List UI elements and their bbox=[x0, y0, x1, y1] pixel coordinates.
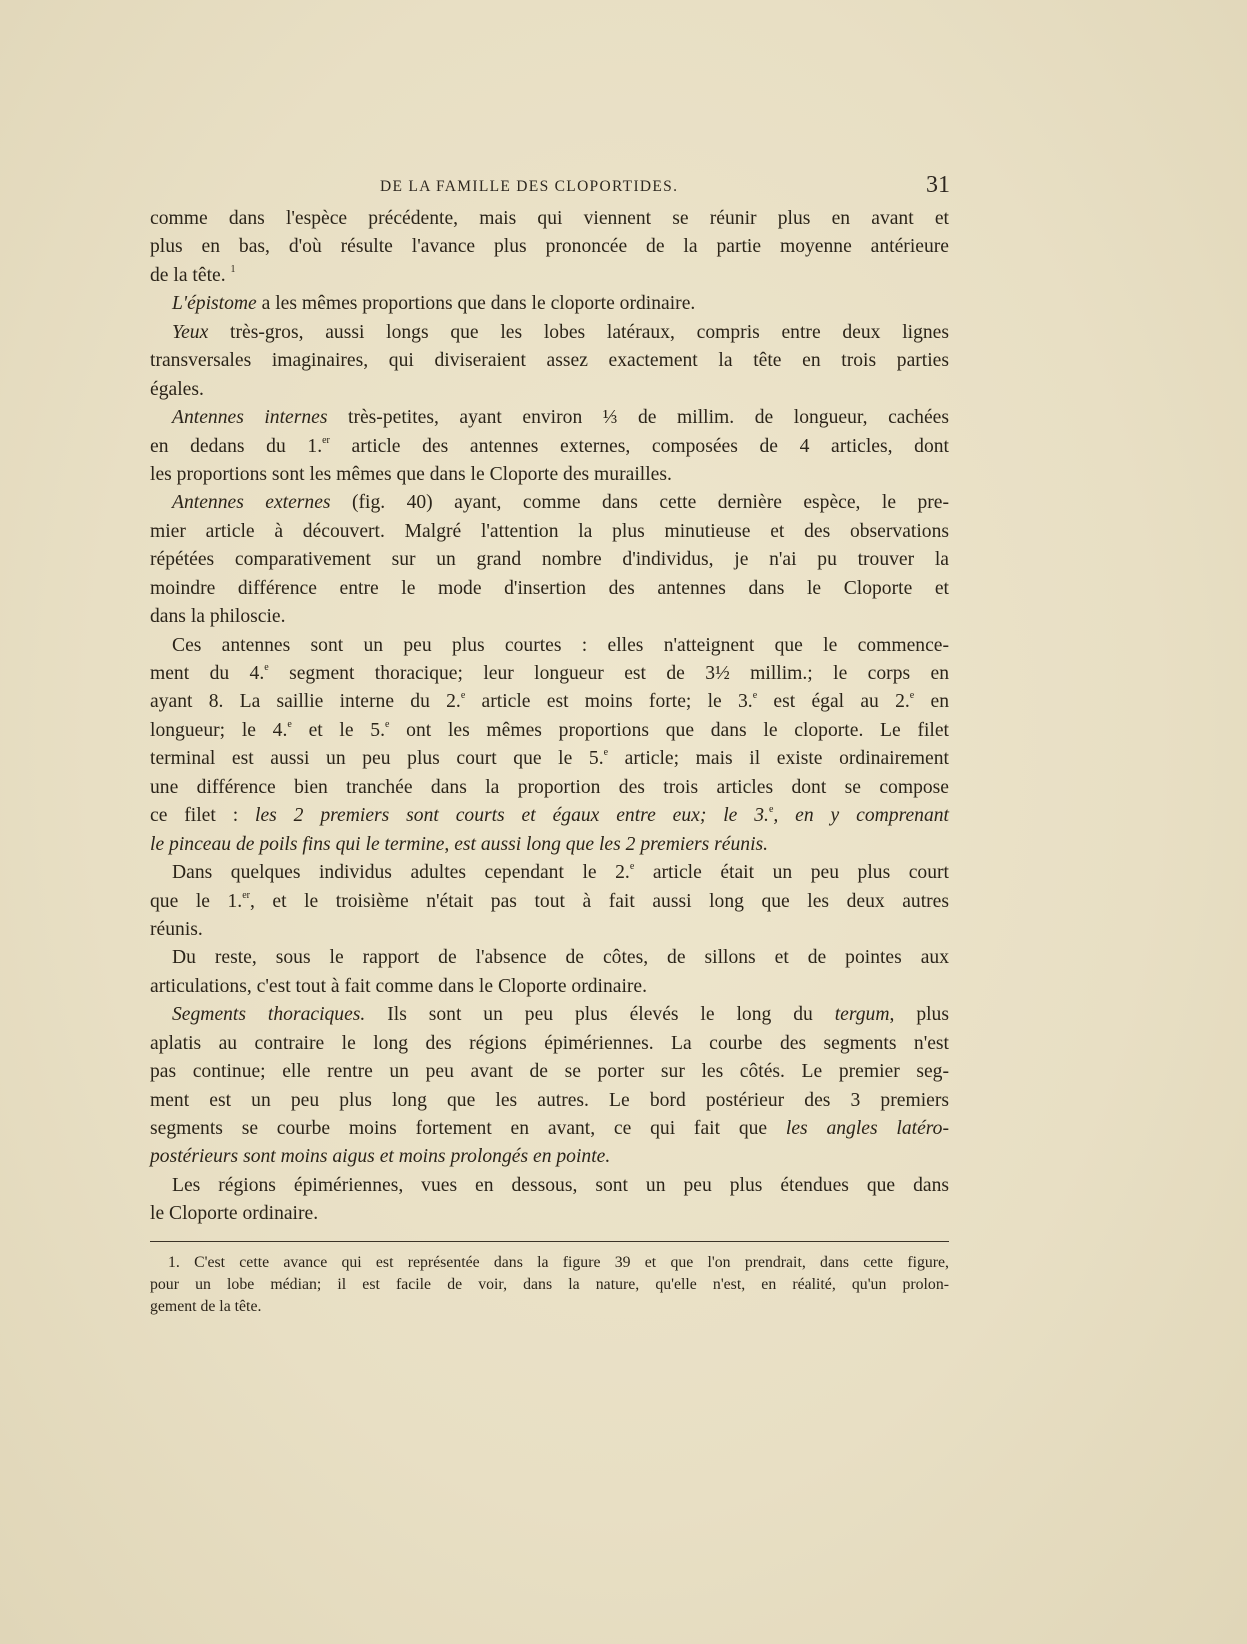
page-number: 31 bbox=[926, 172, 950, 198]
text-line: Du reste, sous le rapport de l'absence de côtes, de sillons et de pointes aux bbox=[172, 947, 949, 969]
text-line: Antennes internes très-petites, ayant environ ⅓ de millim. de longueur, cachées bbox=[172, 407, 949, 429]
footnote-rule bbox=[150, 1241, 949, 1242]
text-line: comme dans l'espèce précédente, mais qui viennent se réunir plus en avant et bbox=[150, 208, 949, 229]
text-line: aplatis au contraire le long des régions épimériennes. La courbe des segments n'est bbox=[150, 1032, 949, 1054]
text-line: moindre différence entre le mode d'insertion des antennes dans le Cloporte et bbox=[150, 577, 949, 599]
text-line: mier article à découvert. Malgré l'attention la plus minutieuse et des observations bbox=[150, 520, 949, 542]
text-line: Dans quelques individus adultes cependant le 2.$^e$ article était un peu plus court bbox=[172, 861, 949, 884]
body-text bbox=[150, 205, 949, 1229]
text-line: postérieurs sont moins aigus et moins prolongés en pointe. bbox=[150, 1146, 611, 1168]
text-line: Ces antennes sont un peu plus courtes : elles n'atteignent que le commence- bbox=[172, 634, 949, 656]
text-line: égales. bbox=[150, 378, 204, 400]
text-line: dans la philoscie. bbox=[150, 606, 286, 628]
text-line: terminal est aussi un peu plus court que le 5.$^e$ article; mais il existe ordinairement bbox=[150, 747, 949, 770]
text-line: ayant 8. La saillie interne du 2.$^e$ article est moins forte; le 3.$^e$ est égal au 2.$^e$ en bbox=[150, 690, 950, 713]
text-line: de la tête. $^1$ bbox=[150, 263, 236, 286]
text-line: Yeux très-gros, aussi longs que les lobes latéraux, compris entre deux lignes bbox=[172, 321, 949, 343]
text-line: Segments thoraciques. Ils sont un peu plus élevés le long du tergum, plus bbox=[172, 1004, 949, 1026]
text-line: répétées comparativement sur un grand nombre d'individus, je n'ai pu trouver la bbox=[150, 549, 949, 571]
text-line: plus en bas, d'où résulte l'avance plus prononcée de la partie moyenne antérieure bbox=[150, 236, 949, 258]
text-line: pas continue; elle rentre un peu avant de se porter sur les côtés. Le premier seg- bbox=[150, 1061, 949, 1083]
text-line: Antennes externes (fig. 40) ayant, comme dans cette dernière espèce, le pre- bbox=[172, 492, 949, 514]
footnote-ref[interactable]: 1 bbox=[230, 263, 236, 275]
text-line: le Cloporte ordinaire. bbox=[150, 1203, 319, 1225]
text-line: ment du 4.$^e$ segment thoracique; leur longueur est de 3½ millim.; le corps en bbox=[150, 662, 950, 684]
footnote bbox=[150, 1252, 949, 1318]
text-line: que le 1.$^{er}$, et le troisième n'était pas tout à fait aussi long que les deux autres bbox=[150, 889, 949, 912]
text-line: les proportions sont les mêmes que dans le Cloporte des murailles. bbox=[150, 463, 672, 485]
text-line: transversales imaginaires, qui diviseraient assez exactement la tête en trois parties bbox=[150, 350, 949, 372]
footnote-line: 1. C'est cette avance qui est représentée dans la figure 39 et que l'on prendrait, dans cette figure, bbox=[168, 1254, 949, 1271]
text-line: longueur; le 4.$^e$ et le 5.$^e$ ont les mêmes proportions que dans le cloporte. Le filet bbox=[150, 718, 950, 741]
footnote-line: gement de la tête. bbox=[150, 1298, 262, 1315]
text-line: réunis. bbox=[150, 918, 203, 940]
text-line: segments se courbe moins fortement en avant, ce qui fait que les angles latéro- bbox=[150, 1118, 949, 1139]
text-line: L'épistome a les mêmes proportions que dans le cloporte ordinaire. bbox=[172, 293, 696, 315]
text-line: une différence bien tranchée dans la proportion des trois articles dont se compose bbox=[150, 776, 949, 798]
text-line: articulations, c'est tout à fait comme dans le Cloporte ordinaire. bbox=[150, 975, 648, 997]
text-line: en dedans du 1.$^{er}$ article des antennes externes, composées de 4 articles, dont bbox=[150, 434, 949, 457]
running-head: DE LA FAMILLE DES CLOPORTIDES. bbox=[380, 178, 679, 195]
page-header bbox=[150, 172, 950, 202]
text-line: ment est un peu plus long que les autres. Le bord postérieur des 3 premiers bbox=[150, 1089, 949, 1111]
text-line: Les régions épimériennes, vues en dessous, sont un peu plus étendues que dans bbox=[172, 1174, 949, 1196]
text-line: le pinceau de poils fins qui le termine, est aussi long que les 2 premiers réunis. bbox=[150, 833, 769, 855]
text-line: ce filet : les 2 premiers sont courts et égaux entre eux; le 3.$^e$, en y comprenant bbox=[150, 804, 949, 827]
footnote-line: pour un lobe médian; il est facile de voir, dans la nature, qu'elle n'est, en réalité, qu'un prolon- bbox=[150, 1276, 949, 1293]
